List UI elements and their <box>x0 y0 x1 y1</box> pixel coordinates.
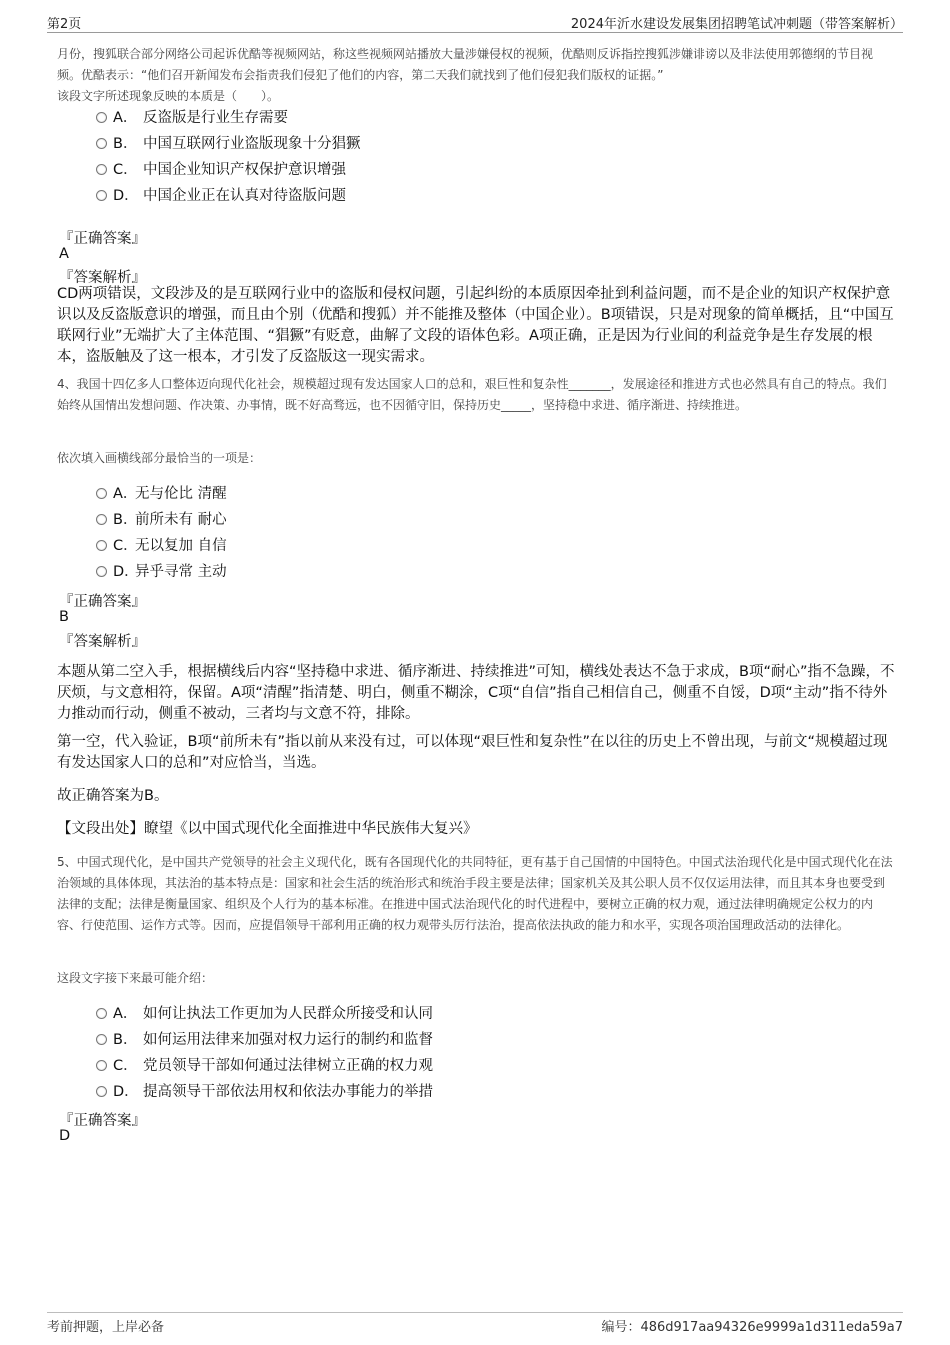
q4-question: 依次填入画横线部分最恰当的一项是： <box>57 451 262 465</box>
q4-option-b[interactable]: B．前所未有 耐心 <box>96 508 227 532</box>
q3-answer: A <box>59 246 69 262</box>
page-number: 第2页 <box>47 17 82 32</box>
q3-option-a[interactable]: A． 反盗版是行业生存需要 <box>96 106 288 130</box>
page-header <box>47 10 903 33</box>
footer-code-value: 486d917aa94326e9999a1d311eda59a7 <box>640 1320 903 1335</box>
q4-answer-label: 『正确答案』 <box>59 594 146 610</box>
radio-icon[interactable] <box>96 514 107 525</box>
footer-code-label: 编号： <box>601 1320 641 1335</box>
q3-question: 该段文字所述现象反映的本质是（ ）。 <box>57 89 280 103</box>
q3-analysis: CD两项错误，文段涉及的是互联网行业中的盗版和侵权问题，引起纠纷的本质原因牵扯到利益问题，而不是企业的知识产权保护意识以及反盗版意识的增强，而且由个别（优酷和搜狐）并不能推及整体（中国企业）。B项错误，只是对现象的简单概括，且“中国互联网行业”无端扩大了主体范围、“猖獗”有贬意，曲解了文段的语体色彩。A项正确，正是因为行业间的利益竞争是生存发展的根本，盗版触及了这一根本，才引发了反盗版这一现实需求。 <box>57 286 894 365</box>
q5-answer: D <box>59 1128 71 1144</box>
q4-analysis-label: 『答案解析』 <box>59 634 146 650</box>
footer-code <box>601 1316 903 1335</box>
q3-analysis-label: 『答案解析』 <box>59 270 146 286</box>
q4-option-a[interactable]: A．无与伦比 清醒 <box>96 482 227 506</box>
q4-analysis-paragraph-2: 第一空，代入验证，B项“前所未有”指以前从来没有过，可以体现“艰巨性和复杂性”在以往的历史上不曾出现，与前文“规模超过现有发达国家人口的总和”对应恰当，当选。 <box>57 734 888 771</box>
q4-answer: B <box>59 609 69 625</box>
radio-icon[interactable] <box>96 1034 107 1045</box>
q3-option-c[interactable]: C． 中国企业知识产权保护意识增强 <box>96 158 346 182</box>
q3-answer-label: 『正确答案』 <box>59 231 146 247</box>
q4-source: 【文段出处】瞭望《以中国式现代化全面推进中华民族伟大复兴》 <box>57 821 478 837</box>
q5-stem: 5、中国式现代化，是中国共产党领导的社会主义现代化，既有各国现代化的共同特征，更有基于自己国情的中国特色。中国式法治现代化是中国式现代化在法治领域的具体体现，其法治的基本特点是：国家和社会生活的统治形式和统治手段主要是法律；国家机关及其公职人员不仅仅运用法律，而且其本身也要受到法律的支配；法律是衡量国家、组织及个人行为的基本标准。在推进中国式法治现代化的时代进程中，要树立正确的权力观，通过法律明确规定公权力的内容、行使范围、运作方式等。因而，应提倡领导干部利用正确的权力观带头厉行法治，提高依法执政的能力和水平，实现各项治国理政活动的法律化。 <box>57 855 893 932</box>
radio-icon[interactable] <box>96 1008 107 1019</box>
q4-analysis-paragraph-1: 本题从第二空入手，根据横线后内容“坚持稳中求进、循序渐进、持续推进”可知，横线处表达不急于求成，B项“耐心”指不急躁，不厌烦，与文意相符，保留。A项“清醒”指清楚、明白，侧重不糊涂，C项“自信”指自己相信自己，侧重不自馁，D项“主动”指不待外力推动而行动，侧重不被动，三者均与文意不符，排除。 <box>57 664 895 722</box>
radio-icon[interactable] <box>96 1086 107 1097</box>
radio-icon[interactable] <box>96 138 107 149</box>
q3-stem: 月份，搜狐联合部分网络公司起诉优酷等视频网站，称这些视频网站播放大量涉嫌侵权的视频，优酷则反诉指控搜狐涉嫌诽谤以及非法使用郭德纲的节目视频。优酷表示：“他们召开新闻发布会指责我们侵犯了他们的内容，第二天我们就找到了他们侵犯我们版权的证据。” <box>57 47 874 82</box>
radio-icon[interactable] <box>96 190 107 201</box>
radio-icon[interactable] <box>96 1060 107 1071</box>
q5-option-b[interactable]: B． 如何运用法律来加强对权力运行的制约和监督 <box>96 1028 433 1052</box>
q4-stem: 4、我国十四亿多人口整体迈向现代化社会，规模超过现有发达国家人口的总和，艰巨性和复杂性_______，发展途径和推进方式也必然具有自己的特点。我们始终从国情出发想问题、作决策、办事情，既不好高骛远，也不因循守旧，保持历史_____，坚持稳中求进、循序渐进、持续推进。 <box>57 377 887 412</box>
q5-question: 这段文字接下来最可能介绍： <box>57 971 214 985</box>
q5-answer-label: 『正确答案』 <box>59 1113 146 1129</box>
radio-icon[interactable] <box>96 112 107 123</box>
page-footer <box>47 1312 903 1335</box>
radio-icon[interactable] <box>96 164 107 175</box>
q5-option-d[interactable]: D． 提高领导干部依法用权和依法办事能力的举措 <box>96 1080 433 1104</box>
q4-option-d[interactable]: D．异乎寻常 主动 <box>96 560 227 584</box>
q4-option-c[interactable]: C．无以复加 自信 <box>96 534 227 558</box>
radio-icon[interactable] <box>96 566 107 577</box>
footer-motto: 考前押题，上岸必备 <box>47 1320 165 1335</box>
q3-option-d[interactable]: D． 中国企业正在认真对待盗版问题 <box>96 184 346 208</box>
radio-icon[interactable] <box>96 540 107 551</box>
q5-option-a[interactable]: A． 如何让执法工作更加为人民群众所接受和认同 <box>96 1002 433 1026</box>
q5-option-c[interactable]: C． 党员领导干部如何通过法律树立正确的权力观 <box>96 1054 433 1078</box>
q4-analysis-paragraph-3: 故正确答案为B。 <box>57 788 169 804</box>
document-title: 2024年沂水建设发展集团招聘笔试冲刺题（带答案解析） <box>570 17 903 32</box>
radio-icon[interactable] <box>96 488 107 499</box>
q3-option-b[interactable]: B． 中国互联网行业盗版现象十分猖獗 <box>96 132 361 156</box>
